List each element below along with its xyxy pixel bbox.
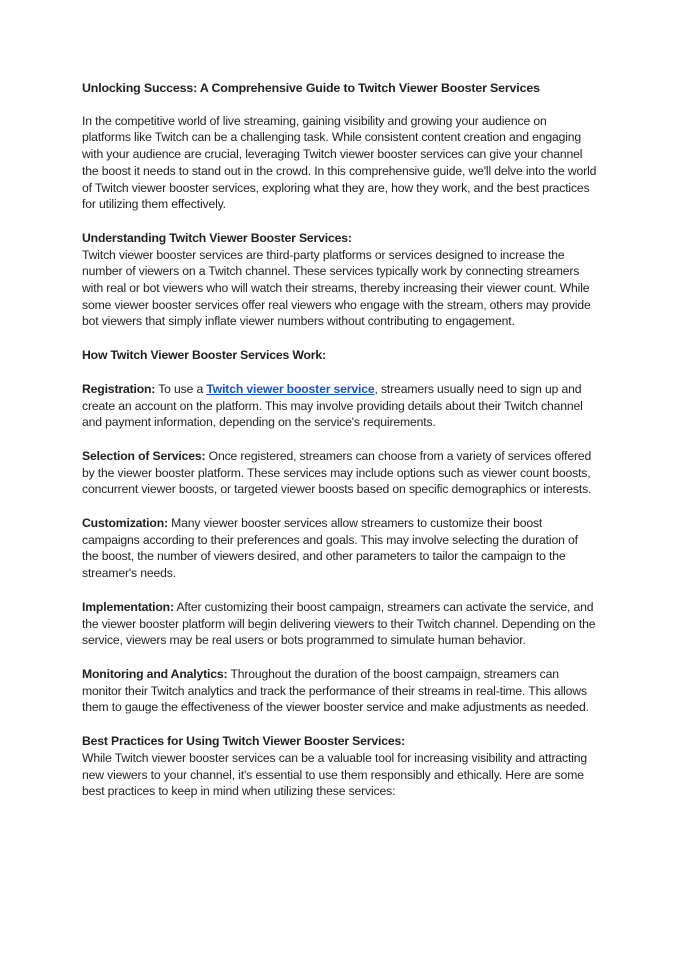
- customization-lead: Customization:: [82, 516, 168, 531]
- registration-pre-link: To use a: [155, 381, 207, 396]
- monitoring-paragraph: [82, 666, 597, 716]
- selection-body: Once registered, streamers can choose from a variety of services offered by the viewer booster platform. These services may include options such as viewer count boosts, concurrent viewer boosts, or targeted viewer boosts based on specific demographics or interests.: [82, 448, 592, 497]
- registration-paragraph: [82, 381, 597, 431]
- how-it-works-heading: How Twitch Viewer Booster Services Work:: [82, 348, 326, 363]
- implementation-lead: Implementation:: [82, 599, 174, 614]
- best-practices-paragraph: While Twitch viewer booster services can be a valuable tool for increasing visibility and attracting new viewers to your channel, it's essential to use them responsibly and ethically. Here are some best practices to keep in mind when utilizing these services:: [82, 750, 588, 799]
- customization-body: Many viewer booster services allow streamers to customize their boost campaigns according to their preferences and goals. This may involve selecting the duration of the boost, the number of viewers desired, and other parameters to tailor the campaign to the streamer's needs.: [82, 516, 578, 581]
- implementation-paragraph: [82, 599, 597, 649]
- monitoring-lead: Monitoring and Analytics:: [82, 666, 228, 681]
- implementation-body: After customizing their boost campaign, streamers can activate the service, and the viewer booster platform will begin delivering viewers to their Twitch channel. Depending on the service, viewers may be real users or bots programmed to simulate human behavior.: [82, 599, 596, 648]
- document-title: Unlocking Success: A Comprehensive Guide to Twitch Viewer Booster Services: [82, 81, 540, 95]
- monitoring-body: Throughout the duration of the boost campaign, streamers can monitor their Twitch analytics and track the performance of their streams in real-time. This allows them to gauge the effectiveness of the viewer booster service and make adjustments as needed.: [82, 666, 589, 715]
- best-practices-section: [82, 733, 597, 800]
- intro-paragraph: In the competitive world of live streaming, gaining visibility and growing your audience on platforms like Twitch can be a challenging task. While consistent content creation and engaging with your audience are crucial, leveraging Twitch viewer booster services can give your channel the boost it needs to stand out in the crowd. In this comprehensive guide, we'll delve into the world of Twitch viewer booster services, exploring what they are, how they work, and the best practices for utilizing them effectively.: [82, 113, 597, 212]
- selection-lead: Selection of Services:: [82, 448, 206, 463]
- registration-lead: Registration:: [82, 381, 156, 396]
- registration-post-link: , streamers usually need to sign up and create an account on the platform. This may involve providing details about their Twitch channel and payment information, depending on the service's requirements.: [82, 381, 583, 430]
- twitch-viewer-booster-service-link[interactable]: Twitch viewer booster service: [206, 381, 375, 396]
- understanding-section: [82, 230, 597, 330]
- understanding-paragraph: Twitch viewer booster services are third-party platforms or services designed to increase the number of viewers on a Twitch channel. These services typically work by connecting streamers with real or bot viewers who will watch their streams, thereby increasing their viewer count. While some viewer booster services offer real viewers who engage with the stream, others may provide bot viewers that simply inflate viewer numbers without contributing to engagement.: [82, 247, 591, 329]
- best-practices-heading: Best Practices for Using Twitch Viewer Booster Services:: [82, 734, 406, 749]
- document-page: [82, 80, 597, 800]
- understanding-heading: Understanding Twitch Viewer Booster Services:: [82, 230, 352, 245]
- selection-paragraph: [82, 448, 597, 498]
- customization-paragraph: [82, 515, 597, 582]
